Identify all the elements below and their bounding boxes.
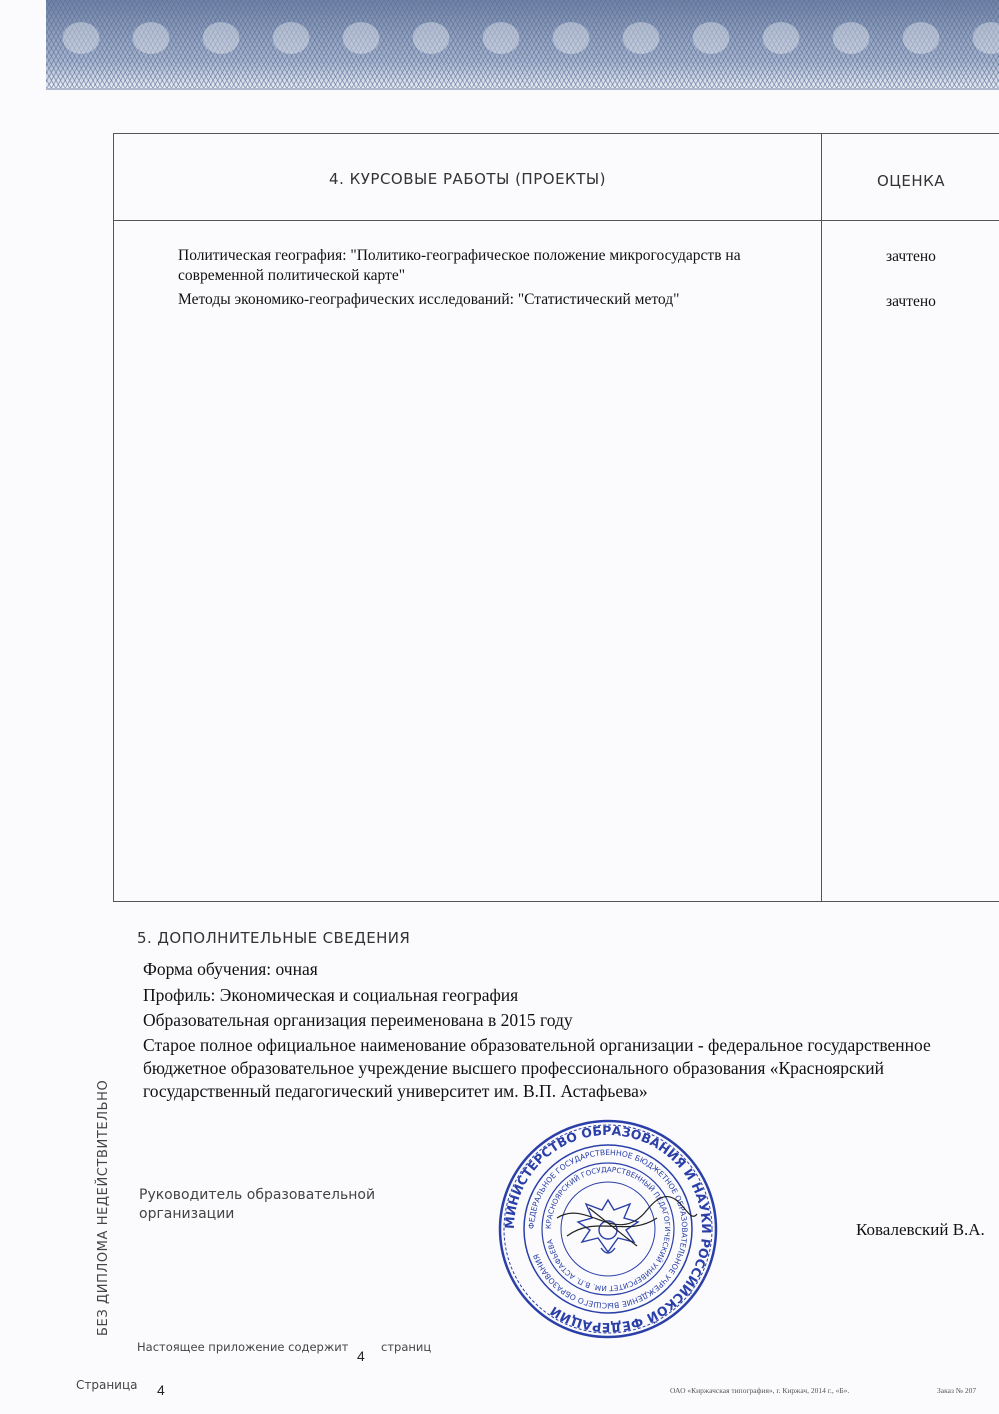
printer-imprint: ОАО «Киржачская типография», г. Киржач, 2014 г., «Б».	[670, 1386, 850, 1395]
study-profile: Профиль: Экономическая и социальная география	[143, 985, 519, 1005]
rename-note: Образовательная организация переименована в 2015 году	[143, 1010, 573, 1030]
pages-count: 4	[357, 1348, 365, 1364]
header-divider	[114, 220, 999, 221]
seal-inner-text: ФЕДЕРАЛЬНОЕ ГОСУДАРСТВЕННОЕ БЮДЖЕТНОЕ ОБРАЗОВАТЕЛЬНОЕ УЧРЕЖДЕНИЕ ВЫСШЕГО ОБРАЗОВАНИЯ	[526, 1147, 690, 1311]
official-seal	[497, 1118, 719, 1340]
seal-org-text: КРАСНОЯРСКИЙ ГОСУДАРСТВЕННЫЙ ПЕДАГОГИЧЕСКИЙ УНИВЕРСИТЕТ ИМ. В.П. АСТАФЬЕВА	[543, 1164, 673, 1294]
security-banner	[46, 0, 999, 88]
study-form: Форма обучения: очная	[143, 959, 318, 979]
seal-outer-text: МИНИСТЕРСТВО ОБРАЗОВАНИЯ И НАУКИ РОССИЙСКОЙ ФЕДЕРАЦИИ	[501, 1122, 715, 1336]
banner-pattern	[46, 8, 999, 68]
coursework-heading: 4. КУРСОВЫЕ РАБОТЫ (ПРОЕКТЫ)	[329, 170, 606, 188]
signer-name: Ковалевский В.А.	[856, 1220, 985, 1239]
additional-info-heading: 5. ДОПОЛНИТЕЛЬНЫЕ СВЕДЕНИЯ	[137, 929, 411, 947]
pages-label: Настоящее приложение содержит	[137, 1340, 349, 1354]
coursework-title: Методы экономико-географических исследований: "Статистический метод"	[178, 291, 680, 308]
banner-divider	[46, 88, 999, 90]
order-number: Заказ № 207	[937, 1386, 977, 1395]
coursework-grade: зачтено	[886, 293, 936, 310]
pages-unit: страниц	[381, 1340, 432, 1354]
page-label: Страница	[76, 1378, 138, 1392]
grade-heading: ОЦЕНКА	[876, 172, 946, 190]
legacy-organization-name: Старое полное официальное наименование образовательной организации - федеральное государственное бюджетное образовательное учреждение высшего профессионального образования «Красноярский государственный педагогический университет им. В.П. Астафьева»	[143, 1035, 931, 1101]
page-number: 4	[157, 1382, 165, 1398]
coursework-title: Политическая география: "Политико-географическое положение микрогосударств на современной политической карте"	[178, 247, 741, 284]
coursework-grade: зачтено	[886, 248, 936, 265]
validity-note: БЕЗ ДИПЛОМА НЕДЕЙСТВИТЕЛЬНО	[96, 1079, 111, 1336]
signer-role: Руководитель образовательной организации	[139, 1187, 376, 1222]
coursework-table	[113, 133, 999, 902]
